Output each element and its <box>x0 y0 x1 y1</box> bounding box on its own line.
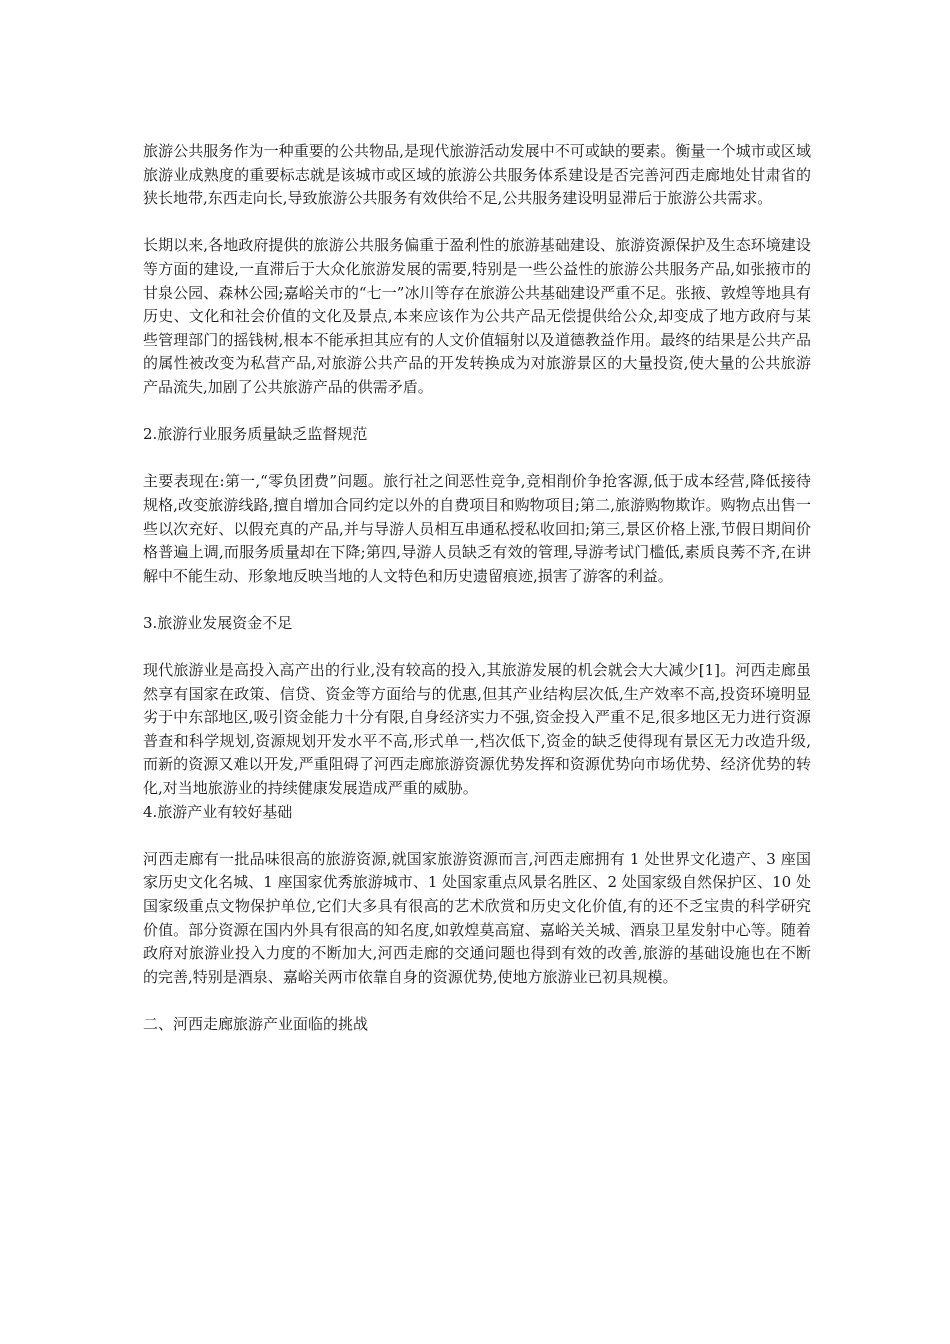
paragraph-service-quality: 主要表现在:第一,“零负团费”问题。旅行社之间恶性竞争,竞相削价争抢客源,低于成本经营,降低接待规格,改变旅游线路,擅自增加合同约定以外的自费项目和购物项目;第二,旅游购物欺诈。购物点出售一些以次充好、以假充真的产品,并与导游人员相互串通私授私收回扣;第三,景区价格上涨,节假日期间价格普遍上调,而服务质量却在下降;第四,导游人员缺乏有效的管理,导游考试门槛低,素质良莠不齐,在讲解中不能生动、形象地反映当地的人文特色和历史遗留痕迹,损害了游客的利益。 <box>143 472 811 585</box>
paragraph-public-service-shortage: 长期以来,各地政府提供的旅游公共服务偏重于盈利性的旅游基础建设、旅游资源保护及生态环境建设等方面的建设,一直滞后于大众化旅游发展的需要,特别是一些公益性的旅游公共服务产品,如张掖市的甘泉公园、森林公园;嘉峪关市的“七一”冰川等存在旅游公共基础建设严重不足。张掖、敦煌等地具有历史、文化和社会价值的文化及景点,本来应该作为公共产品无偿提供给公众,却变成了地方政府与某些管理部门的摇钱树,根本不能承担其应有的人文价值辐射以及道德教益作用。最终的结果是公共产品的属性被改变为私营产品,对旅游公共产品的开发转换成为对旅游景区的大量投资,使大量的公共旅游产品流失,加剧了公共旅游产品的供需矛盾。 <box>143 236 811 396</box>
document-body <box>143 140 811 1060</box>
section-heading-funding: 3.旅游业发展资金不足 <box>143 613 293 632</box>
paragraph-funding: 现代旅游业是高投入高产出的行业,没有较高的投入,其旅游发展的机会就会大大减少[1]。河西走廊虽然享有国家在政策、信贷、资金等方面给与的优惠,但其产业结构层次低,生产效率不高,投资环境明显劣于中东部地区,吸引资金能力十分有限,自身经济实力不强,资金投入严重不足,很多地区无力进行资源普查和科学规划,资源规划开发水平不高,形式单一,档次低下,资金的缺乏使得现有景区无力改造升级,而新的资源又难以开发,严重阻碍了河西走廊旅游资源优势发挥和资源优势向市场优势、经济优势的转化,对当地旅游业的持续健康发展造成严重的威胁。 <box>143 661 811 798</box>
section-heading-industry-foundation: 4.旅游产业有较好基础 <box>143 802 293 821</box>
section-heading-challenges: 二、河西走廊旅游产业面临的挑战 <box>143 1014 369 1033</box>
section-heading-service-quality: 2.旅游行业服务质量缺乏监督规范 <box>143 425 368 444</box>
paragraph-industry-foundation: 河西走廊有一批品味很高的旅游资源,就国家旅游资源而言,河西走廊拥有 1 处世界文化遗产、3 座国家历史文化名城、1 座国家优秀旅游城市、1 处国家重点风景名胜区、2 处国家级自然保护区、10 处国家级重点文物保护单位,它们大多具有很高的艺术欣赏和历史文化价值,有的还不乏宝贵的科学研究价值。部分资源在国内外具有很高的知名度,如敦煌莫高窟、嘉峪关关城、酒泉卫星发射中心等。随着政府对旅游业投入力度的不断加大,河西走廊的交通问题也得到有效的改善,旅游的基础设施也在不断的完善,特别是酒泉、嘉峪关两市依靠自身的资源优势,使地方旅游业已初具规模。 <box>143 849 811 986</box>
paragraph-public-service-intro: 旅游公共服务作为一种重要的公共物品,是现代旅游活动发展中不可或缺的要素。衡量一个城市或区域旅游业成熟度的重要标志就是该城市或区域的旅游公共服务体系建设是否完善河西走廊地处甘肃省的狭长地带,东西走向长,导致旅游公共服务有效供给不足,公共服务建设明显滞后于旅游公共需求。 <box>143 142 811 208</box>
